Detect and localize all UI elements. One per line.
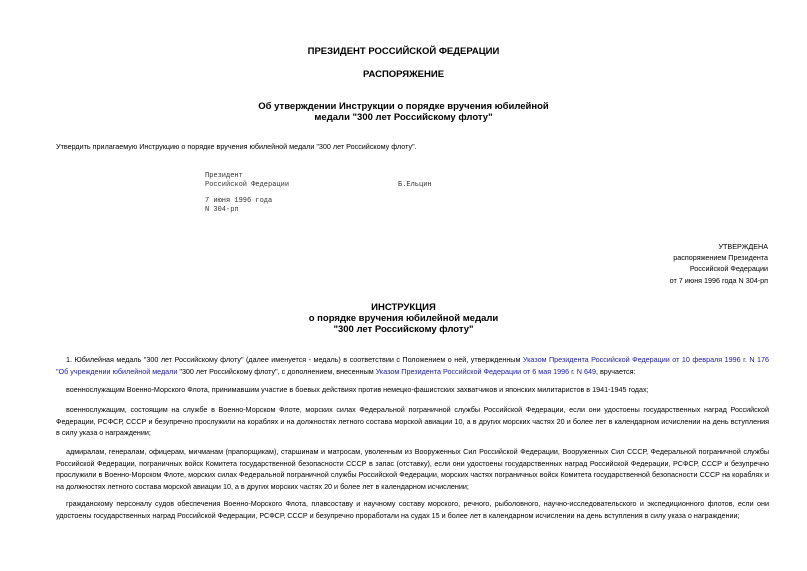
subject-line-2: медали "300 лет Российскому флоту"	[314, 112, 493, 123]
paragraph-3: военнослужащим, состоящим на службе в Военно-Морском Флоте, морских силах Федеральной пограничной службы Российской Федерации, если они удостоены государственных наград Российской Федерации, РСФСР, СССР и безупречно прослужили на кораблях и на должностях летного состава морской авиации 10, а в других морских частях 20 и более лет в календарном исчислении на день вступления в силу указа о награждении;	[56, 405, 769, 438]
paragraph-4: адмиралам, генералам, офицерам, мичманам (прапорщикам), старшинам и матросам, уволенным из Вооруженных Сил Российской Федерации, Вооруженных Сил СССР, Федеральной пограничной службы Российской Федерации, пограничных войск Комитета государственной безопасности СССР в запас (отставку), если они удостоены государственных наград Российской Федерации, РСФСР, СССР и безупречно прослужили в Военно-Морском Флоте, морских силах Федеральной пограничной службы Российской Федерации, морских частях пограничных войск Комитета государственной безопасности СССР на кораблях и на должностях летного состава морской авиации 10, а в других морских частях 20 и более лет в календарном исчислении;	[56, 447, 769, 491]
paragraph-1-text-a: 1. Юбилейная медаль "300 лет Российскому флоту" (далее именуется - медаль) в соответствии с Положением о ней, утвержденным	[66, 355, 523, 364]
president-title: ПРЕЗИДЕНТ РОССИЙСКОЙ ФЕДЕРАЦИИ	[307, 46, 500, 57]
signature-name: Б.Ельцин	[398, 180, 432, 189]
signature-date: 7 июня 1996 года	[205, 197, 273, 205]
signature-number: N 304-рп	[205, 205, 239, 214]
signature-role-line-2: Российской Федерации	[205, 180, 290, 189]
approved-block	[670, 241, 768, 286]
paragraph-1-text-b: "300 лет Российскому флоту", с дополнением, внесенным	[177, 366, 376, 376]
paragraph-1	[56, 354, 769, 377]
approved-title: УТВЕРЖДЕНА	[718, 242, 768, 251]
instruction-title: ИНСТРУКЦИЯ	[371, 302, 436, 313]
paragraph-1-text-c: , вручается:	[595, 366, 636, 376]
paragraph-5: гражданскому персоналу судов обеспечения Военно-Морского Флота, плавсоставу и научному составу морского, речного, рыболовного, научно-исследовательского и экспедиционного флотов, если они удостоены государственных наград Российской Федерации, РСФСР, СССР и безупречно проработали на судах 15 и более лет в календарном исчислении на день вступления в силу указа о награждении;	[56, 499, 769, 520]
decree-649-link[interactable]: Указом Президента Российской Федерации от 6 мая 1996 г. N 649	[375, 366, 596, 376]
signature-role	[205, 172, 289, 189]
document-subject	[0, 101, 807, 123]
subject-line-1: Об утверждении Инструкции о порядке вручения юбилейной	[258, 101, 549, 112]
approved-by-line: распоряжением Президента	[673, 253, 768, 263]
approved-federation-line: Российской Федерации	[689, 264, 768, 274]
signature-date-block	[205, 197, 272, 214]
approved-date-line: от 7 июня 1996 года N 304-рп	[669, 275, 768, 285]
signature-role-line-1: Президент	[205, 172, 243, 180]
document-type: РАСПОРЯЖЕНИЕ	[362, 69, 445, 80]
instruction-heading	[0, 302, 807, 335]
paragraph-2: военнослужащим Военно-Морского Флота, принимавшим участие в боевых действиях против немецко-фашистских захватчиков и японских милитаристов в 1941-1945 годах;	[66, 385, 649, 394]
approve-statement: Утвердить прилагаемую Инструкцию о порядке вручения юбилейной медали "300 лет Российскому флоту".	[56, 142, 417, 151]
decree-176-link[interactable]: Указом Президента Российской Федерации от 10 февраля 1996 г. N 176 "Об учреждении юбилейной медали	[56, 355, 769, 376]
instruction-subtitle-1: о порядке вручения юбилейной медали	[308, 313, 499, 324]
instruction-subtitle-2: "300 лет Российскому флоту"	[333, 324, 474, 335]
